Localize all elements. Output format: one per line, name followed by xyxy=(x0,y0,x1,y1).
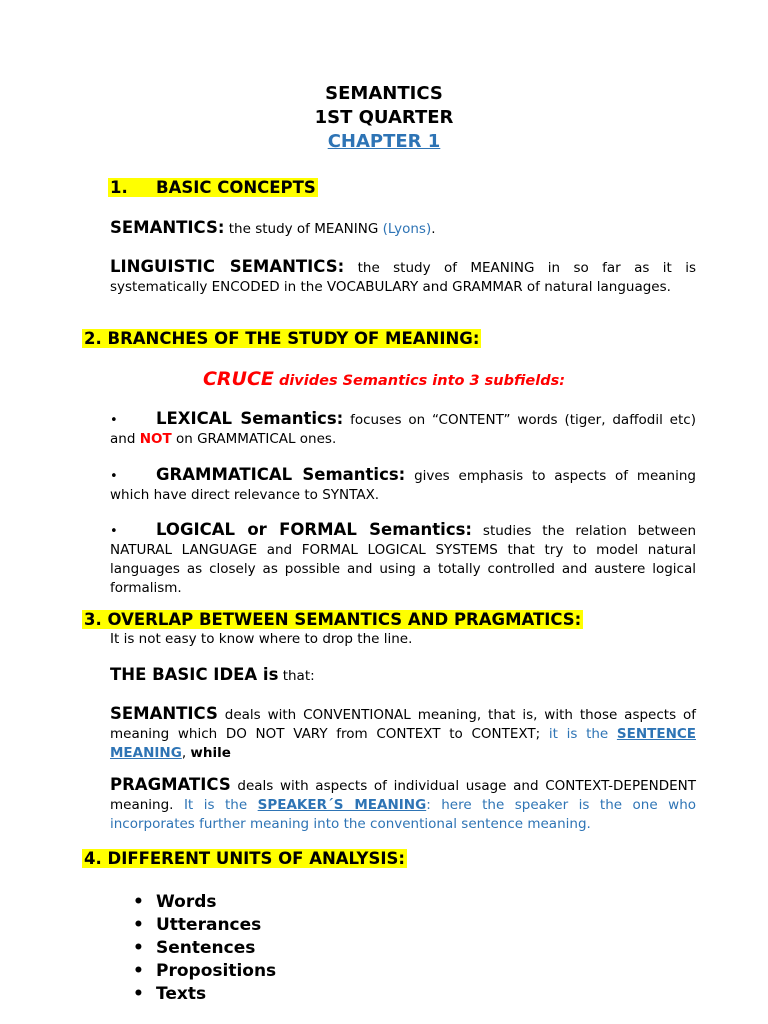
bullet-icon: • xyxy=(133,984,144,1004)
branch-item-grammatical xyxy=(110,466,696,504)
sentence-meaning-link[interactable]: SENTENCE MEANING xyxy=(110,726,697,761)
section-1-heading-highlight xyxy=(108,178,318,197)
list-item xyxy=(133,983,276,1006)
semantics-overlap-paragraph xyxy=(110,705,696,762)
bullet-icon: • xyxy=(110,524,118,539)
section-3-heading xyxy=(82,610,583,629)
pragmatics-blue: It is the xyxy=(183,797,258,813)
branch-text-2: on GRAMMATICAL ones. xyxy=(171,431,337,447)
section-1-title: BASIC CONCEPTS xyxy=(156,178,316,197)
bullet-icon: • xyxy=(110,469,118,484)
semantics-def: the study of MEANING xyxy=(224,221,383,237)
bullet-icon: • xyxy=(133,938,144,958)
section-3-intro: It is not easy to know where to drop the line. xyxy=(110,631,413,647)
list-item xyxy=(133,914,276,937)
semantics-term: SEMANTICS: xyxy=(110,218,225,237)
unit-label: Words xyxy=(156,892,217,912)
branch-text: gives emphasis to aspects of meaning which have direct relevance to SYNTAX. xyxy=(110,468,696,503)
branch-item-lexical xyxy=(110,410,696,448)
cruce-line xyxy=(0,368,768,390)
pragmatics-paragraph xyxy=(110,776,696,833)
units-list xyxy=(133,891,276,1006)
pragmatics-term: PRAGMATICS xyxy=(110,775,231,794)
section-4-title: 4. DIFFERENT UNITS OF ANALYSIS: xyxy=(84,849,405,868)
basic-idea-line xyxy=(110,665,315,684)
branch-term: GRAMMATICAL Semantics: xyxy=(156,465,406,484)
semantics-definition xyxy=(110,218,696,237)
bullet-icon: • xyxy=(133,961,144,981)
section-1-heading xyxy=(108,178,318,197)
semantics-def-end: . xyxy=(431,221,436,237)
section-1-number: 1. xyxy=(110,178,128,197)
linguistic-semantics-def: the study of MEANING in so far as it is systematically ENCODED in the VOCABULARY and GRAMMAR of natural languages. xyxy=(110,260,696,295)
document-title: SEMANTICS xyxy=(325,83,443,104)
branch-text: focuses on “CONTENT” words (tiger, daffodil etc) and xyxy=(110,412,696,447)
speakers-meaning-link[interactable]: SPEAKER´S MEANING xyxy=(257,797,427,813)
section-4-heading xyxy=(82,849,407,868)
pragmatics-blue-2: : here the speaker is the one who incorporates further meaning into the conventional sentence meaning. xyxy=(110,797,697,832)
unit-label: Propositions xyxy=(156,961,277,981)
branch-term: LOGICAL or FORMAL Semantics: xyxy=(156,520,473,539)
semantics-overlap-comma: , xyxy=(181,745,191,761)
linguistic-semantics-term: LINGUISTIC SEMANTICS: xyxy=(110,257,345,276)
linguistic-semantics-definition xyxy=(110,258,696,296)
branch-term: LEXICAL Semantics: xyxy=(156,409,344,428)
list-item xyxy=(133,937,276,960)
list-item xyxy=(133,891,276,914)
semantics-source: (Lyons) xyxy=(382,221,432,237)
chapter-label: CHAPTER 1 xyxy=(327,131,441,152)
cruce-name: CRUCE xyxy=(202,368,274,390)
chapter-heading xyxy=(0,131,768,152)
branch-text: studies the relation between NATURAL LANGUAGE and FORMAL LOGICAL SYSTEMS that try to model natural languages as closely as possible and using a totally controlled and austere logical formalism. xyxy=(110,523,696,596)
semantics-overlap-blue: it is the xyxy=(548,726,617,742)
unit-label: Utterances xyxy=(156,915,262,935)
bullet-icon: • xyxy=(110,413,118,428)
semantics-overlap-while: while xyxy=(190,745,231,761)
section-2-title: 2. BRANCHES OF THE STUDY OF MEANING: xyxy=(84,329,480,348)
bullet-icon: • xyxy=(133,892,144,912)
section-2-heading xyxy=(82,329,481,348)
semantics-overlap-text: deals with CONVENTIONAL meaning, that is, with those aspects of meaning which DO NOT VARY from CONTEXT to CONTEXT; xyxy=(110,707,696,742)
basic-idea-label: THE BASIC IDEA is xyxy=(110,665,279,684)
branch-item-logical xyxy=(110,521,696,597)
cruce-text: divides Semantics into 3 subfields: xyxy=(273,373,566,389)
unit-label: Sentences xyxy=(156,938,256,958)
document-subtitle: 1ST QUARTER xyxy=(314,107,454,128)
basic-idea-tail: that: xyxy=(278,668,315,684)
list-item xyxy=(133,960,276,983)
bullet-icon: • xyxy=(133,915,144,935)
unit-label: Texts xyxy=(156,984,207,1004)
branch-not: NOT xyxy=(139,431,172,447)
section-3-title: 3. OVERLAP BETWEEN SEMANTICS AND PRAGMATICS: xyxy=(84,610,582,629)
pragmatics-text: deals with aspects of individual usage and CONTEXT-DEPENDENT meaning. xyxy=(110,778,696,813)
semantics-overlap-term: SEMANTICS xyxy=(110,704,218,723)
